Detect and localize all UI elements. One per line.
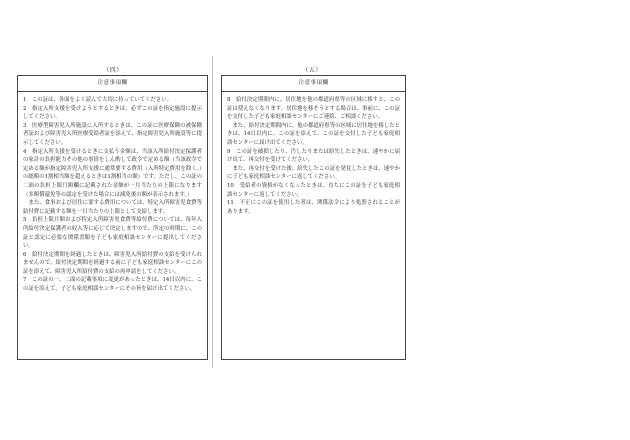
notes-header-left: 注意事項欄 bbox=[18, 76, 207, 92]
note-item-7: 7 この証の一、二面の記載事項に変更があったときは、14日以内に、この証を添えて、子ども家庭相談センターにその旨を届け出てください。 bbox=[23, 277, 202, 293]
notes-body-right bbox=[222, 92, 405, 216]
notes-header-right: 注意事項欄 bbox=[222, 76, 405, 92]
page-label-5: （五） bbox=[302, 67, 322, 74]
notes-body-left bbox=[18, 92, 207, 294]
note-item-2: 2 指定入所支援を受けようとするときは、必ずこの証を指定施設に提示してください。 bbox=[23, 105, 202, 121]
note-item-1: 1 この証は、各面をよく読んで大切に持っていてください。 bbox=[23, 97, 172, 103]
note-item-5: 5 負担上限月額および特定入所障害児食費等給付費については、毎年入所給付決定保護者の収入等に応じて決定しますので、所定の時期に、この証と認定に必要な関係書類を子ども家庭相談センターに提出してください。 bbox=[23, 217, 202, 250]
notes-panel-left bbox=[17, 75, 208, 360]
page-divider bbox=[212, 56, 213, 368]
note-item-3: 3 医療型障害児入所施設に入所するときは、この証に医療保険の被保険者証および障害児入所医療受給者証を添えて、指定障害児入所施設等に提示してください。 bbox=[23, 122, 202, 146]
note-item-8-cont: また、給付決定期間内に、他の都道府県等の区域に居住地を移したときは、14日以内に、この証を添えて、この証を交付した子ども家庭相談センターに届け出てください。 bbox=[227, 122, 400, 146]
page-label-4: （四） bbox=[103, 67, 123, 74]
note-item-8: 8 給付決定期間内に、居住地を他の都道府県等の区域に移すと、この証は使えなくなります。居住地を移そうとする場合は、事前に、この証を交付した子ども家庭相談センターにご連絡、ご相談ください。 bbox=[227, 97, 400, 121]
note-item-11: 11 不正にこの証を使用した者は、関係法令により処罰されることがあります。 bbox=[227, 200, 400, 215]
note-item-6: 6 給付決定期間を経過したときは、障害児入所給付費の支給を受けられませんので、給付決定期間を経過する前に子ども家庭相談センターにこの証を添えて、障害児入所給付費の支給の再申請をしてください。 bbox=[23, 251, 202, 275]
note-item-4-cont: また、食事および居住に要する費用については、特定入所障害児食費等給付費に記載する額を一日当たりの上限として支給します。 bbox=[23, 200, 202, 215]
note-item-9: 9 この証を破損したり、汚したりまたは紛失したときは、速やかに届け出て、再交付を受けてください。 bbox=[227, 148, 400, 164]
notes-panel-right bbox=[221, 75, 406, 360]
note-item-9-cont: また、再交付を受けた後、紛失したこの証を発見したときは、速やかに子ども家庭相談センターに返してください。 bbox=[227, 165, 400, 181]
note-item-4: 4 指定入所支援を受けるときに支払う金額は、当該入所給付決定保護者の家計の負担能力その他の事情をしん酌して政令で定める額（当該政令で定める額が指定障害児入所支援に通常要する費用（入所特定費用を除く。）の総額の1割相当額を超えるときは1割相当の額）です。ただし、この証の二面の負担上限月額欄に記載された金額が一月当たりの上限になります（多額償還免等の認定を受けた場合には減免後の額が表示されます。） bbox=[23, 148, 202, 198]
note-item-10: 10 受給者の資格がなくなったときは、直ちにこの証を子ども家庭相談センターに返してください。 bbox=[227, 182, 400, 198]
